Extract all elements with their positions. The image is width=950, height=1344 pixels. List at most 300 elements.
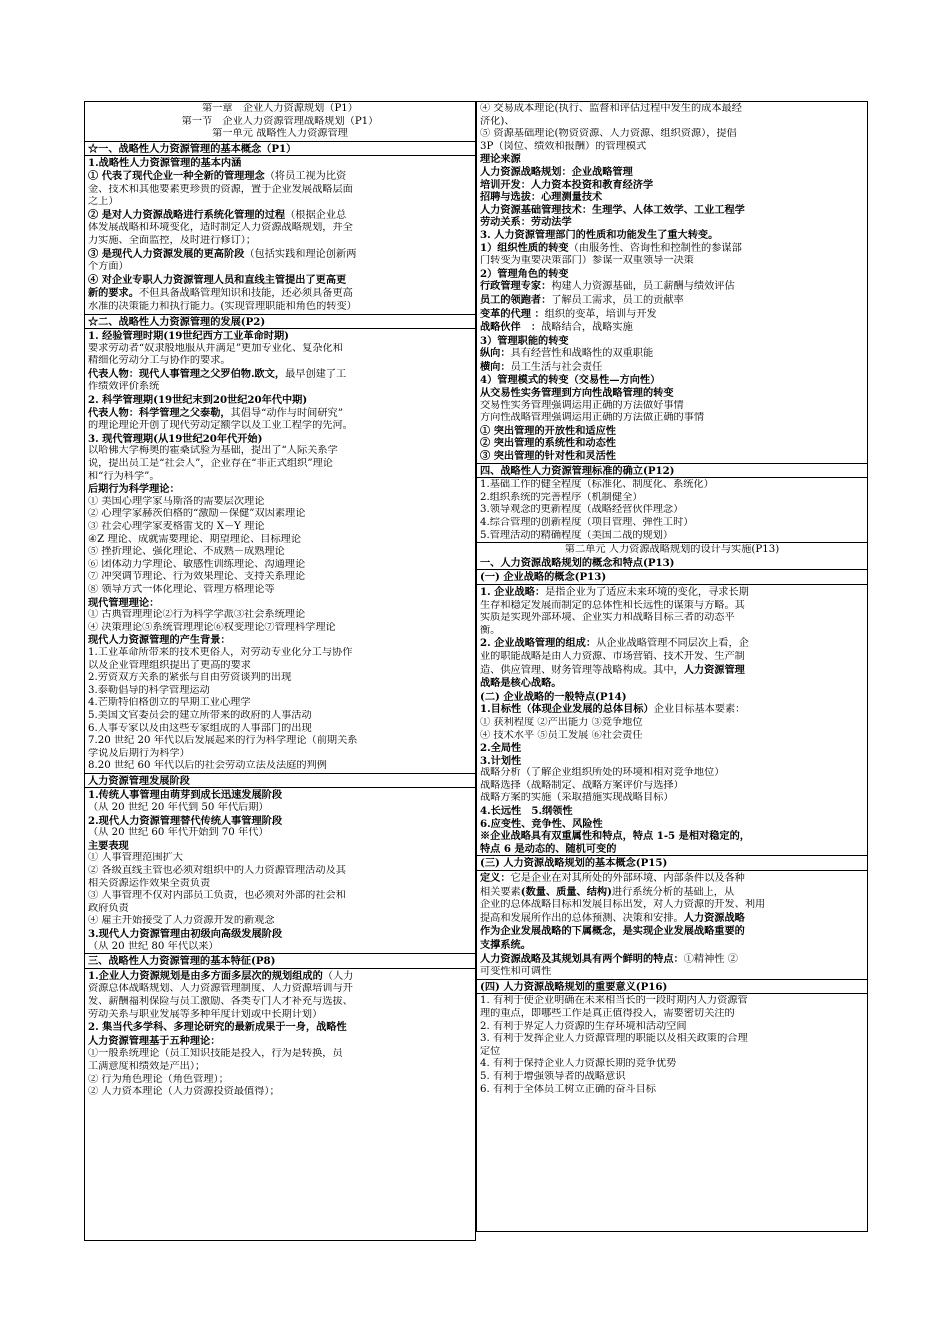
plain-text: 是指企业为了适应未来环境的变化，寻求长期 — [545, 586, 749, 598]
text-line — [480, 191, 864, 204]
text-line — [88, 983, 472, 996]
bold-text: ② 是对人力资源战略进行系统化管理的过程 — [88, 208, 286, 221]
text-line — [480, 242, 864, 256]
bold-text: 战略是核心战略。 — [480, 677, 562, 690]
bold-text: 人力资源战略 — [683, 911, 745, 924]
text-line — [88, 647, 472, 660]
text-line — [88, 546, 472, 559]
text-line — [88, 928, 472, 941]
text-line — [88, 458, 472, 471]
text-line — [88, 381, 472, 394]
text-line — [480, 387, 864, 400]
text-line — [88, 274, 472, 288]
left-section — [85, 774, 475, 789]
text-line — [480, 504, 864, 517]
text-line — [480, 1071, 864, 1084]
right-section — [477, 856, 867, 871]
text-line — [88, 471, 472, 484]
plain-text: ② 心理学家赫茨伯格的“激励－保健”双因素理论 — [88, 508, 306, 520]
right-column — [476, 101, 868, 1232]
text-line — [480, 400, 864, 413]
text-line — [480, 586, 864, 600]
plain-text: 金、技术和其他要素更珍贵的资源，置于企业发展战略层面 — [88, 183, 353, 195]
plain-text: 组织的变革，培训与开发 — [544, 308, 657, 320]
text-line — [88, 368, 472, 382]
text-line — [88, 1086, 472, 1099]
text-line — [480, 571, 864, 584]
bold-text: 人力资源管理基于五种理论： — [88, 1034, 221, 1047]
text-line — [88, 622, 472, 635]
right-section — [477, 871, 867, 980]
text-line — [480, 600, 864, 613]
text-line — [88, 865, 472, 878]
plain-text: ⑤ 挫折理论、强化理论、不成熟－成熟理论 — [88, 546, 285, 558]
text-line — [480, 374, 864, 387]
text-line — [88, 143, 472, 156]
text-line — [480, 830, 864, 843]
text-line — [88, 1009, 472, 1022]
plain-text: 主要表现 — [88, 839, 129, 852]
plain-text: 定位 — [480, 1045, 501, 1057]
plain-text: 战略方案的实施（采取措施实现战略目标） — [480, 792, 674, 804]
bold-text: 行政管理专家： — [480, 280, 552, 293]
text-line — [88, 103, 472, 116]
plain-text: 3.泰勒倡导的科学管理运动 — [88, 684, 210, 696]
left-column — [84, 101, 476, 1241]
left-section — [85, 969, 475, 1099]
plain-text: 第一单元 战略性人力资源管理 — [212, 128, 348, 140]
text-line — [480, 612, 864, 625]
text-line — [88, 915, 472, 928]
text-line — [88, 534, 472, 547]
plain-text: ①一般系统理论（员工知识技能是投入，行为是转换，员 — [88, 1048, 343, 1060]
plain-text: 5.管理活动的精确程度（美国二战的规划） — [480, 529, 674, 541]
plain-text: 说，提出员工是“社会人”，企业存在“非正式组织”理论 — [88, 458, 333, 470]
bold-text: 纵向： — [480, 347, 511, 360]
text-line — [480, 912, 864, 926]
plain-text: 政府负责 — [88, 902, 129, 914]
plain-text: 进行系统分析的基础上，从 — [611, 886, 735, 898]
plain-text: 理的重点，即哪些工作是真正值得投入，需要密切关注的 — [480, 1007, 735, 1019]
plain-text: 四、战略性人力资源管理标准的确立(P12) — [480, 464, 675, 477]
plain-text: 1.工业革命所带来的技术更俗人，对劳动专业化分工与协作 — [88, 646, 353, 658]
text-line — [480, 730, 864, 743]
text-line — [88, 420, 472, 433]
plain-text: 培训开发：人力资本投资和教育经济学 — [480, 178, 654, 191]
text-line — [480, 425, 864, 438]
plain-text: 人力资源管理发展阶段 — [88, 774, 190, 787]
text-line — [88, 775, 472, 788]
plain-text: 衡。 — [480, 624, 501, 636]
left-section — [85, 142, 475, 157]
plain-text: ② 突出管理的系统性和动态性 — [480, 437, 616, 450]
text-line — [88, 723, 472, 736]
text-line — [480, 450, 864, 463]
bold-text: 新的要求。 — [88, 287, 139, 300]
text-line — [480, 103, 864, 116]
bold-text: 1.企业人力资源规划是由多方面多层次的规划组成的 — [88, 969, 323, 982]
plain-text: 8.20 世纪 60 年代以后的社会劳动立法及法庭的判例 — [88, 760, 327, 772]
text-line — [88, 710, 472, 723]
plain-text: (二) 企业战略的一般特点(P14) — [480, 690, 627, 703]
right-section — [477, 994, 867, 1096]
plain-text: 济化)、 — [480, 115, 515, 127]
text-line — [88, 584, 472, 597]
plain-text: 1.战略性人力资源管理的基本内涵 — [88, 157, 242, 170]
text-line — [480, 664, 864, 678]
text-line — [480, 268, 864, 281]
plain-text: ③ 突出管理的针对性和灵活性 — [480, 450, 616, 463]
plain-text: 理论来源 — [480, 153, 521, 166]
plain-text: ④ 决策理论⑤系统管理理论⑥权变理论⑦管理科学理论 — [88, 621, 336, 633]
text-line — [480, 1046, 864, 1059]
text-line — [88, 445, 472, 458]
plain-text: 招聘与选拔：心理测量技术 — [480, 191, 603, 204]
text-line — [480, 981, 864, 994]
plain-text: 实质是实现外部环境、企业实力和战略目标三者的动态平 — [480, 612, 735, 624]
plain-text: （由服务性、咨询性和控制性的参谋部 — [568, 242, 742, 254]
bold-text: 变革的代理 ： — [480, 307, 545, 320]
text-line — [88, 802, 472, 815]
bold-text: 横向： — [480, 360, 511, 373]
text-line — [88, 355, 472, 368]
text-line — [480, 843, 864, 856]
left-section — [85, 329, 475, 774]
plain-text: ⑤ 资源基础理论(物资资源、人力资源、组织资源），提倡 — [480, 128, 737, 140]
bold-text: 1.目标性（体现企业发展的总体目标） — [480, 703, 654, 716]
text-line — [480, 479, 864, 492]
text-line — [88, 660, 472, 673]
plain-text: 从企业战略管理不同层次上看，企 — [596, 638, 749, 650]
plain-text: 第一节 企业人力资源管理战略规划（P1） — [181, 115, 379, 127]
plain-text: 第二单元 人力资源战略规划的设计与实施(P13) — [564, 544, 780, 556]
bold-text: 2. 集当代多学科、多理论研究的最新成果于一身，战略性 — [88, 1021, 347, 1034]
bold-text: ① 代表了现代企业一种全新的管理理念 — [88, 169, 265, 182]
plain-text: 1.基础工作的健全程度（标准化、制度化、系统化） — [480, 479, 714, 491]
plain-text: 了解员工需求，员工的贡献率 — [551, 294, 684, 306]
text-line — [88, 996, 472, 1009]
plain-text: （包括实践和理论创新两 — [244, 248, 357, 260]
text-line — [480, 792, 864, 805]
plain-text: 企业的总体战略目标和发展目标出发，对人力资源的开发、利用 — [480, 899, 766, 911]
plain-text: 企业目标基本要素： — [653, 704, 746, 716]
plain-text: 特点 6 是动态的、随机可变的 — [480, 842, 617, 855]
text-line — [88, 248, 472, 262]
text-line — [480, 437, 864, 450]
bold-text: 1. 企业战略： — [480, 585, 546, 598]
bold-text: 员工的领跑者： — [480, 293, 552, 306]
plain-text: ① 获利程度 ②产出能力 ③竞争地位 — [480, 716, 643, 728]
plain-text: 其倡导“动作与时间研究” — [230, 407, 343, 419]
text-line — [480, 1084, 864, 1097]
plain-text: ⑧ 领导方式一体化理论、管理方格理论等 — [88, 583, 275, 595]
plain-text: ① 突出管理的开放性和适应性 — [480, 424, 616, 437]
text-line — [480, 179, 864, 192]
plain-text: ①精神性 ② — [683, 953, 738, 965]
text-line — [88, 235, 472, 248]
text-line — [88, 196, 472, 209]
plain-text: ① 人事管理范围扩大 — [88, 852, 183, 864]
plain-text: 提高和发展所作出的总体预测、决策和安排。 — [480, 912, 684, 924]
text-line — [480, 939, 864, 953]
bold-text: ③ 是现代人力资源发展的更高阶段 — [88, 247, 245, 260]
plain-text: 3.计划性 — [480, 754, 522, 767]
left-section — [85, 788, 475, 954]
plain-text: 战略选择（战略制定、战略方案评价与选择） — [480, 779, 684, 791]
text-line — [480, 767, 864, 780]
plain-text: 3P（岗位、绩效和报酬）的管理模式 — [480, 140, 647, 152]
plain-text: ⑥ 团体动力学理论、敏感性训练理论、沟通理论 — [88, 558, 306, 570]
text-line — [88, 170, 472, 184]
plain-text: 2.劳资双方关系的紧张与自由劳资谈判的出现 — [88, 672, 292, 684]
plain-text: 要求劳动者“奴隶般地服从并满足”更加专业化、复杂化和 — [88, 342, 343, 354]
plain-text: 门转变为重要决策部门）参谋一双重领导一决策 — [480, 255, 694, 267]
plain-text: 的理论理论开创了现代劳动定额学以及工业工程学的先河。 — [88, 420, 353, 432]
text-line — [88, 903, 472, 916]
text-line — [88, 597, 472, 610]
plain-text: 可变性和可调性 — [480, 966, 552, 978]
text-line — [480, 294, 864, 308]
text-line — [88, 735, 472, 748]
plain-text: 3.现代人力资源管理由初级向高级发展阶段 — [88, 928, 283, 940]
plain-text: ☆一、战略性人力资源管理的基本概念（P1） — [88, 142, 297, 155]
text-line — [88, 685, 472, 698]
plain-text: 人力资源战略规划：企业战略管理 — [480, 165, 633, 178]
bold-text: 代表人物：科学管理之父泰勒， — [88, 406, 231, 419]
text-line — [480, 899, 864, 912]
plain-text: 力实施、全面监控，及时进行修订）； — [88, 234, 257, 246]
text-line — [88, 116, 472, 129]
bold-text: 1）组织性质的转变 — [480, 241, 569, 254]
plain-text: （根据企业总 — [285, 209, 347, 221]
text-line — [88, 571, 472, 584]
text-line — [88, 483, 472, 496]
plain-text: 人力资源基础管理技术：生理学、人体工效学、工业工程学 — [480, 203, 745, 216]
plain-text: (三) 人力资源战略规划的基本概念(P15) — [480, 857, 668, 870]
text-line — [88, 128, 472, 141]
plain-text: 工满意度和绩效是产出）； — [88, 1060, 206, 1072]
text-line — [480, 637, 864, 651]
bold-text: 代表人物：现代人事管理之父罗伯物.欧文， — [88, 367, 286, 380]
text-line — [88, 433, 472, 446]
text-line — [480, 308, 864, 322]
plain-text: 员工生活与社会责任 — [510, 361, 603, 373]
text-line — [480, 857, 864, 870]
text-line — [88, 697, 472, 710]
plain-text: 现代管理理论： — [88, 596, 160, 609]
plain-text: 一、人力资源战略规划的概念和特点(P13) — [480, 556, 675, 569]
right-section — [477, 980, 867, 995]
plain-text: 现代人力资源管理的产生背景： — [88, 634, 231, 647]
plain-text: 1. 有利于使企业明确在未来相当长的一段时期内人力资源管 — [480, 995, 748, 1007]
plain-text: 后期行为科学理论： — [88, 483, 180, 496]
plain-text: 2. 有利于界定人力资源的生存环境和活动空间 — [480, 1020, 687, 1032]
plain-text: 以哈佛大学梅奥的霍桑试验为基础，提出了“人际关系学 — [88, 445, 338, 457]
plain-text: 1.传统人事管理由萌芽到成长迅速发展阶段 — [88, 789, 283, 802]
plain-text: 7.20 世纪 20 年代以后发展起来的行为科学理论（前期关系 — [88, 735, 358, 747]
text-line — [88, 316, 472, 329]
bold-text: 战略伙伴 ： — [480, 321, 542, 334]
left-section — [85, 102, 475, 142]
text-line — [88, 852, 472, 865]
plain-text: 1. 经验管理时期(19世纪西方工业革命时期) — [88, 330, 289, 343]
plain-text: 4.芒斯特伯格创立的早期工业心理学 — [88, 697, 251, 709]
plain-text: 第一章 企业人力资源规划（P1） — [202, 103, 358, 114]
plain-text: 和“行为科学”。 — [88, 470, 160, 482]
plain-text: 精细化劳动分工与协作的要求。 — [88, 355, 231, 367]
plain-text: （将员工视为比资 — [264, 170, 347, 182]
text-line — [88, 609, 472, 622]
plain-text: 不但具备战略管理知识和技能，还必须具备更高 — [138, 288, 353, 300]
text-line — [480, 361, 864, 375]
plain-text: 3. 人力资源管理部门的性质和功能发生了重大转变。 — [480, 228, 719, 241]
text-line — [480, 116, 864, 129]
text-line — [480, 677, 864, 691]
text-line — [480, 651, 864, 664]
text-line — [88, 1035, 472, 1049]
left-section — [85, 954, 475, 969]
plain-text: 2.组织系统的完善程序（机制健全） — [480, 491, 643, 503]
text-line — [480, 544, 864, 557]
plain-text: ④ 技术水平 ⑤员工发展 ⑥社会责任 — [480, 729, 643, 741]
text-line — [480, 886, 864, 900]
left-section — [85, 156, 475, 314]
text-line — [480, 166, 864, 179]
text-line — [88, 330, 472, 343]
text-line — [88, 394, 472, 407]
text-line — [88, 222, 472, 235]
plain-text: 6.人事专家以及由这些专家组成的人事部门的出现 — [88, 722, 312, 734]
text-line — [88, 789, 472, 802]
plain-text: ② 各级直线主管也必须对组织中的人力资源管理活动及其 — [88, 865, 346, 877]
text-line — [88, 521, 472, 534]
plain-text: 个方面） — [88, 261, 129, 273]
text-line — [480, 335, 864, 348]
plain-text: 以及企业管理组织提出了更高的要求 — [88, 659, 251, 671]
bold-text: 作为企业发展战略的下属概念，是实现企业发展战略重要的 — [480, 925, 745, 938]
plain-text: （从 20 世纪 80 年代以来） — [88, 940, 219, 952]
text-line — [480, 1008, 864, 1021]
text-line — [88, 343, 472, 356]
text-line — [88, 815, 472, 828]
text-line — [480, 128, 864, 141]
bold-text: 2. 企业战略管理的组成： — [480, 637, 597, 650]
plain-text: ④Z 理论、成就需要理论、期望理论、目标理论 — [88, 533, 302, 545]
text-line — [480, 517, 864, 530]
text-line — [480, 1021, 864, 1034]
text-line — [88, 496, 472, 509]
plain-text: 4）管理模式的转变（交易性—方向性） — [480, 374, 661, 387]
text-line — [88, 559, 472, 572]
bold-text: 定义： — [480, 872, 511, 885]
text-line — [88, 157, 472, 170]
plain-text: 发、薪酬福利保险与员工激励、各类专门人才补充与选拔、 — [88, 995, 353, 1007]
plain-text: 战略分析（了解企业组织所处的环境和相对竞争地位） — [480, 767, 725, 779]
bold-text: 人力资源管理 — [683, 663, 745, 676]
plain-text: 业的职能战略是由人力资源、市场营销、技术开发、生产制 — [480, 650, 745, 662]
plain-text: ② 人力资本理论（人力资源投资最值得）； — [88, 1086, 280, 1098]
plain-text: ④ 雇主开始接受了人力资源开发的新观念 — [88, 915, 275, 927]
plain-text: 相关要素 — [480, 886, 521, 898]
plain-text: 劳动关系与职业发展等多种年度计划或中长期计划） — [88, 1008, 323, 1020]
right-section — [477, 543, 867, 570]
plain-text: ④ 交易成本理论(执行、监督和评估过程中发生的成本最经 — [480, 103, 742, 114]
text-line — [480, 755, 864, 768]
text-line — [88, 672, 472, 685]
text-line — [480, 1058, 864, 1071]
plain-text: ☆二、战略性人力资源管理的发展(P2) — [88, 315, 266, 328]
plain-text: 4.长远性 5.纲领性 — [480, 805, 573, 818]
bold-text: ④ 对企业专职人力资源管理人员和直线主管提出了更高更 — [88, 273, 347, 286]
right-section — [477, 464, 867, 479]
text-line — [480, 925, 864, 939]
text-line — [88, 955, 472, 968]
text-line — [88, 634, 472, 647]
plain-text: 方向性战略管理强调运用正确的方法做正确的事情 — [480, 412, 705, 424]
plain-text: （从 20 世纪 60 年代开始到 70 年代） — [88, 827, 269, 839]
plain-text: 2.全局性 — [480, 742, 522, 755]
plain-text: 2）管理角色的转变 — [480, 267, 569, 280]
plain-text: 水准的决策能力和执行能力。(实现管理职能和角色的转变） — [88, 300, 357, 312]
plain-text: 构建人力资源基础，员工薪酬与绩效评估 — [551, 281, 735, 293]
text-line — [88, 748, 472, 761]
plain-text: 最早创建了工 — [285, 368, 347, 380]
plain-text: 体发展战略和环境变化，适时制定人力资源战略规划，并全 — [88, 222, 353, 234]
text-line — [480, 953, 864, 967]
plain-text: 它是企业在对其所处的外部环境、内部条件以及各种 — [510, 873, 745, 885]
text-line — [480, 780, 864, 793]
plain-text: 5. 有利于增强领导者的战略意识 — [480, 1070, 626, 1082]
plain-text: 战略结合，战略实施 — [541, 322, 633, 334]
text-line — [480, 742, 864, 755]
plain-text: 相关资源运作效果全责负责 — [88, 877, 211, 889]
plain-text: ② 行为角色理论（角色管理）； — [88, 1073, 229, 1085]
text-line — [88, 878, 472, 891]
plain-text: ③ 人事管理不仅对内部员工负责，也必须对外部的社会和 — [88, 890, 346, 902]
plain-text: 6.应变性、竞争性、风险性 — [480, 817, 603, 830]
plain-text: 6. 有利于全体员工树立正确的奋斗目标 — [480, 1083, 656, 1095]
text-line — [480, 216, 864, 229]
plain-text: (四) 人力资源战略规划的重要意义(P16) — [480, 980, 668, 993]
plain-text: ③ 社会心理学家麦格雷戈的 X－Y 理论 — [88, 521, 265, 532]
text-line — [480, 995, 864, 1008]
text-line — [480, 691, 864, 704]
text-line — [480, 805, 864, 818]
plain-text: 造、供应管理、财务管理等战略构成。其中， — [480, 664, 684, 676]
bold-text: 人力资源战略及其规划具有两个鲜明的特点： — [480, 952, 684, 965]
text-line — [480, 321, 864, 335]
plain-text: ⑦ 冲突调节理论、行为效果理论、支持关系理论 — [88, 571, 306, 583]
plain-text: 4. 有利于保持企业人力资源长期的竞争优势 — [480, 1058, 677, 1070]
plain-text: ※企业战略具有双重属性和特点，特点 1-5 是相对稳定的， — [480, 830, 750, 843]
text-line — [88, 840, 472, 853]
text-line — [480, 717, 864, 730]
text-line — [88, 184, 472, 197]
text-line — [88, 941, 472, 954]
right-section — [477, 478, 867, 543]
right-section — [477, 102, 867, 464]
text-line — [480, 412, 864, 425]
text-line — [88, 261, 472, 274]
plain-text: 3.领导观念的更新程度（战略经营伙伴理念） — [480, 504, 684, 516]
text-line — [88, 970, 472, 984]
text-line — [88, 890, 472, 903]
text-line — [480, 465, 864, 478]
plain-text: 3. 现代管理期(从19世纪20年代开始) — [88, 432, 263, 445]
plain-text: ① 古典管理理论②行为科学学派③社会系统理论 — [88, 609, 306, 621]
text-line — [88, 1074, 472, 1087]
text-line — [480, 872, 864, 886]
